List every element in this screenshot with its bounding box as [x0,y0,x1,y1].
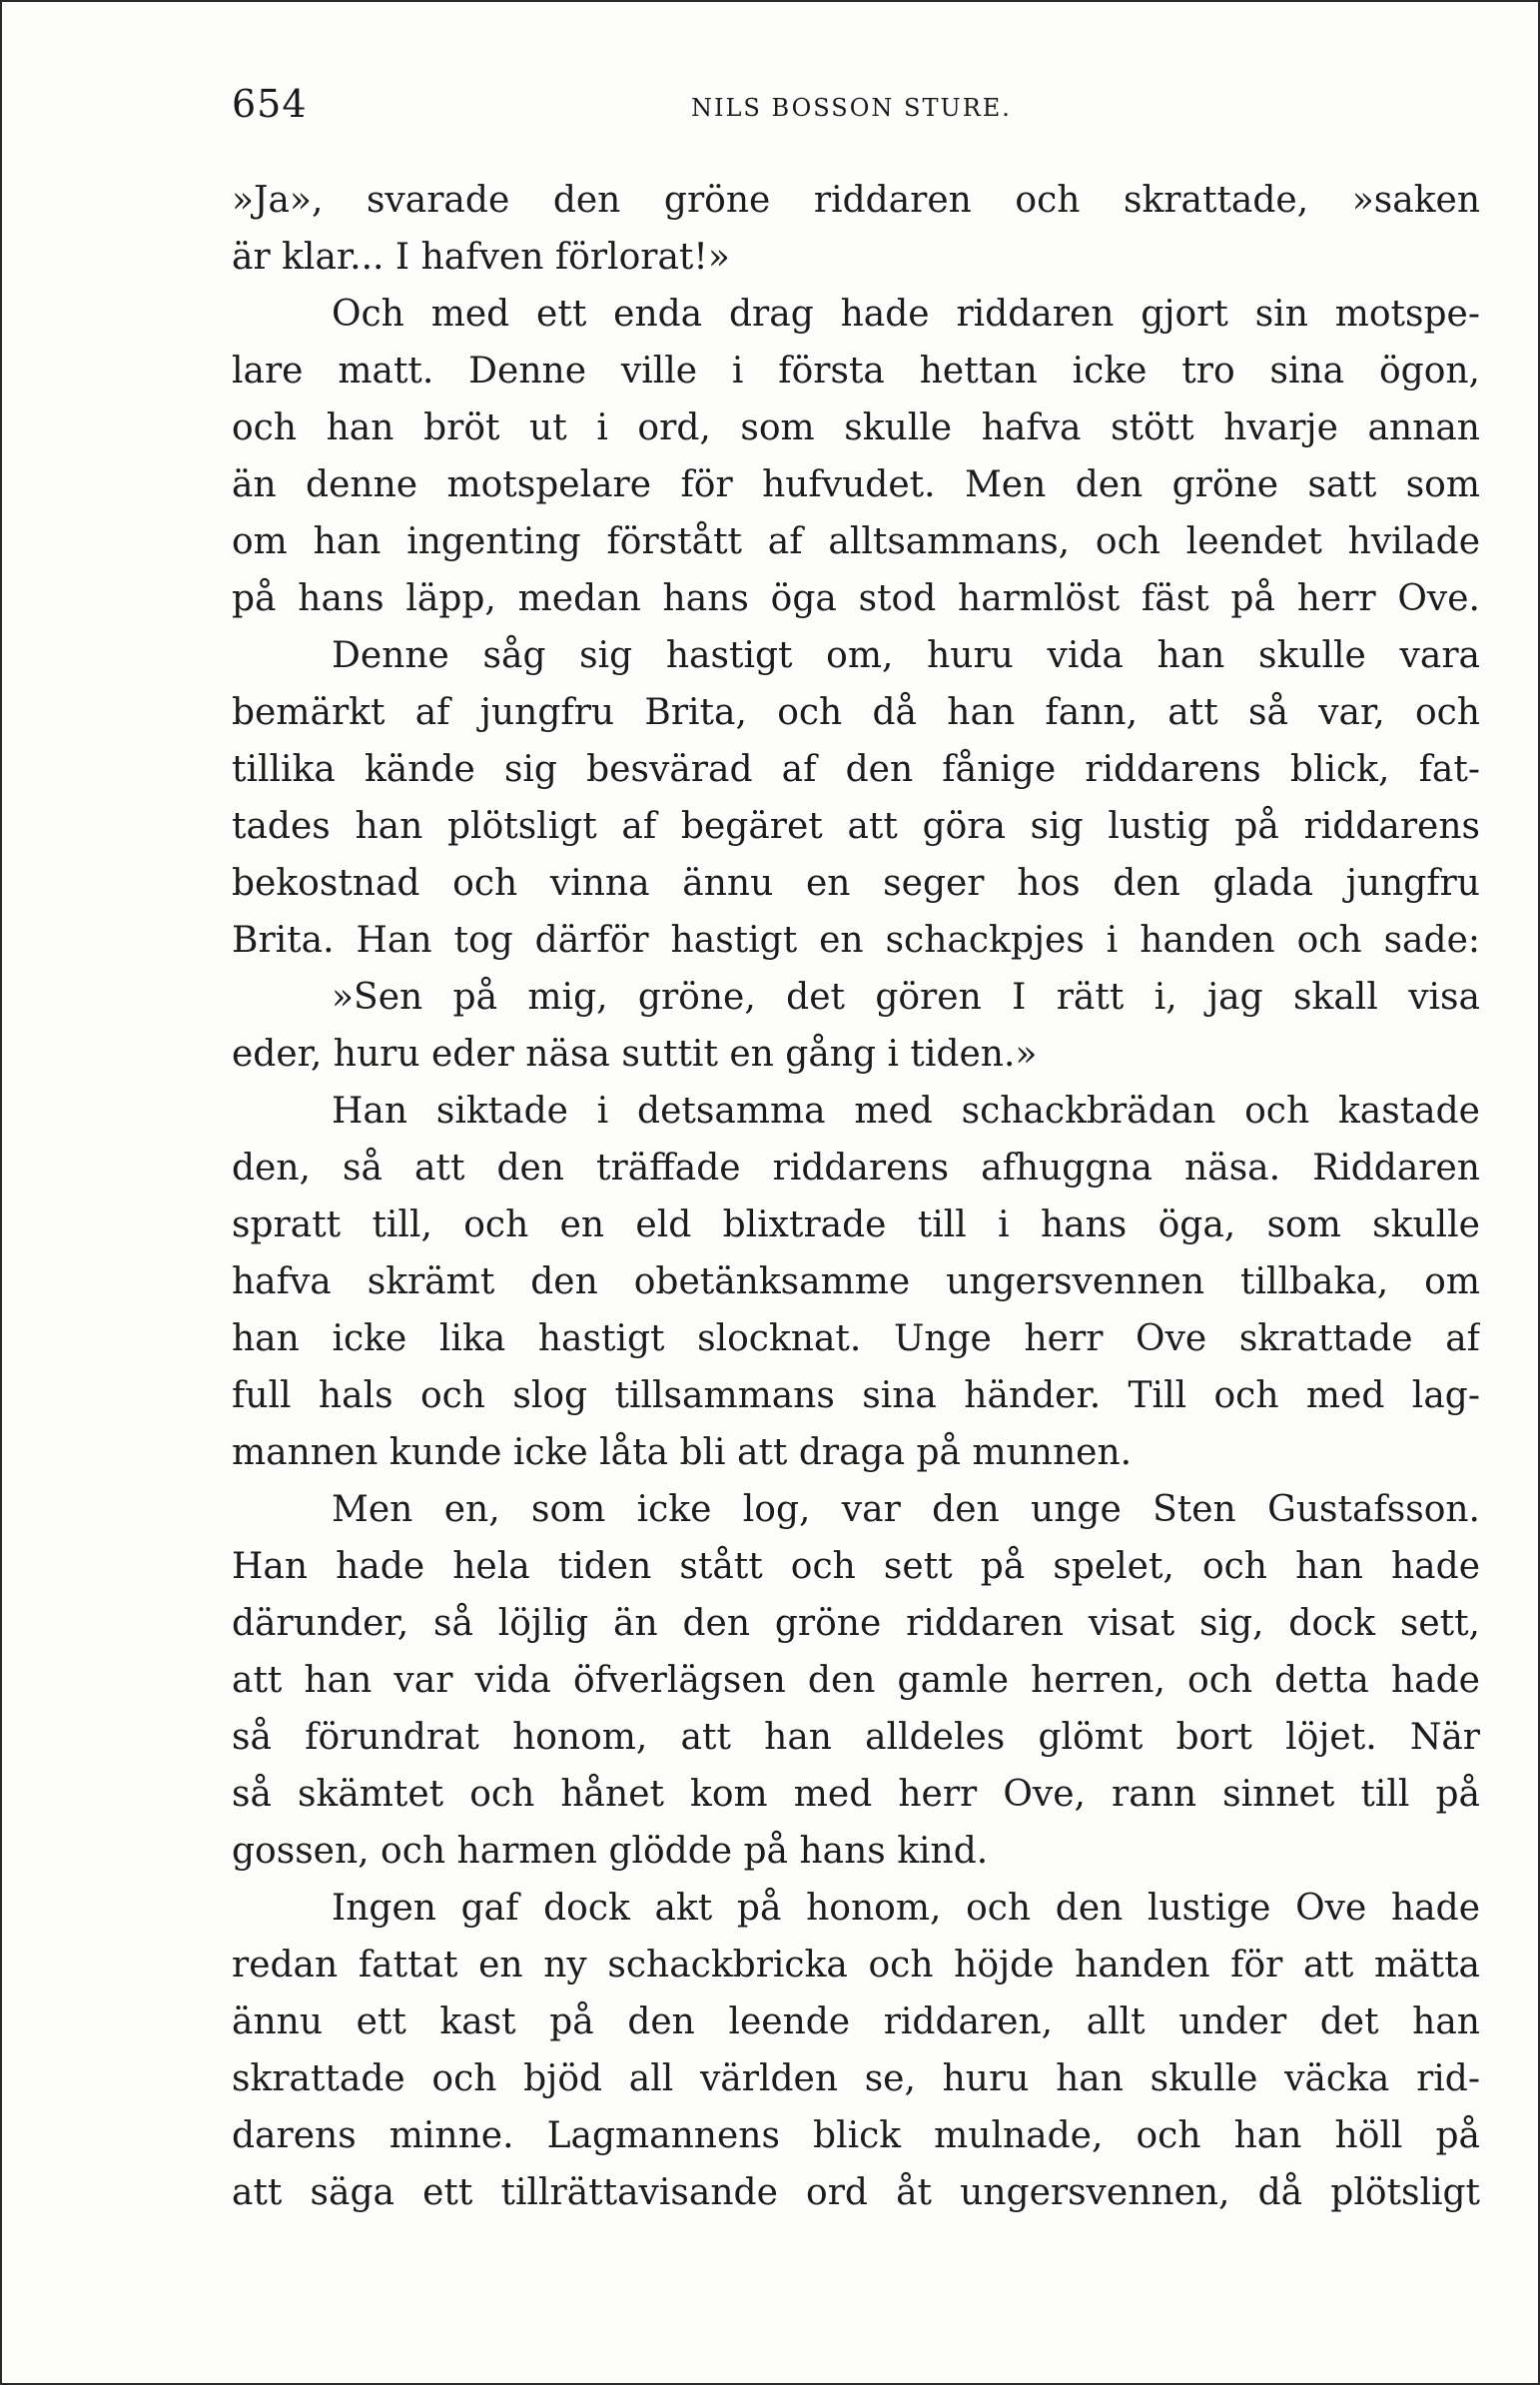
text-line: på hans läpp, medan hans öga stod harmlöst fäst på herr Ove. [232,578,1480,619]
text-line: spratt till, och en eld blixtrade till i hans öga, som skulle [232,1204,1480,1245]
text-line: därunder, så löjlig än den gröne riddaren visat sig, dock sett, [232,1603,1480,1644]
text-line: Och med ett enda drag hade riddaren gjort sin motspe- [332,294,1480,335]
text-line: Han hade hela tiden stått och sett på spelet, och han hade [232,1546,1480,1587]
text-line: Ingen gaf dock akt på honom, och den lustige Ove hade [332,1888,1480,1929]
text-line: Brita. Han tog därför hastigt en schackpjes i handen och sade: [232,920,1480,961]
text-line: »Ja», svarade den gröne riddaren och skrattade, »saken [232,180,1480,221]
text-line: »Sen på mig, gröne, det gören I rätt i, jag skall visa [332,977,1480,1018]
text-line: än denne motspelare för hufvudet. Men den gröne satt som [232,464,1480,505]
text-line: om han ingenting förstått af alltsammans, och leendet hvilade [232,521,1480,562]
text-line: så skämtet och hånet kom med herr Ove, rann sinnet till på [232,1774,1480,1815]
text-line: mannen kunde icke låta bli att draga på munnen. [232,1432,1133,1473]
text-line: bekostnad och vinna ännu en seger hos den glada jungfru [232,863,1480,904]
text-line: Han siktade i detsamma med schackbrädan och kastade [332,1091,1480,1132]
text-line: bemärkt af jungfru Brita, och då han fann, att så var, och [232,692,1480,733]
text-line: darens minne. Lagmannens blick mulnade, och han höll på [232,2115,1480,2156]
text-line: att säga ett tillrättavisande ord åt ungersvennen, då plötsligt [232,2172,1480,2213]
text-line: är klar... I hafven förlorat!» [232,237,730,278]
running-head: NILS BOSSON STURE. [691,94,1012,122]
text-line: Denne såg sig hastigt om, huru vida han skulle vara [332,635,1480,676]
text-line: skrattade och bjöd all världen se, huru han skulle väcka rid- [232,2058,1480,2099]
text-line: tades han plötsligt af begäret att göra sig lustig på riddarens [232,806,1480,847]
text-line: ännu ett kast på den leende riddaren, allt under det han [232,2001,1480,2042]
text-line: han icke lika hastigt slocknat. Unge herr Ove skrattade af [232,1318,1480,1359]
text-line: redan fattat en ny schackbricka och höjde handen för att mätta [232,1945,1480,1986]
body-text [232,172,1480,2221]
page-header [232,82,1480,142]
text-line: gossen, och harmen glödde på hans kind. [232,1831,989,1872]
text-line: full hals och slog tillsammans sina händer. Till och med lag- [232,1375,1480,1416]
text-line: och han bröt ut i ord, som skulle hafva stött hvarje annan [232,407,1480,448]
text-line: den, så att den träffade riddarens afhuggna näsa. Riddaren [232,1148,1480,1189]
text-line: lare matt. Denne ville i första hettan icke tro sina ögon, [232,351,1480,392]
page-number: 654 [232,82,308,126]
text-line: eder, huru eder näsa suttit en gång i tiden.» [232,1034,1038,1075]
text-line: att han var vida öfverlägsen den gamle herren, och detta hade [232,1660,1480,1701]
text-line: Men en, som icke log, var den unge Sten Gustafsson. [332,1489,1480,1530]
text-line: hafva skrämt den obetänksamme ungersvennen tillbaka, om [232,1261,1480,1302]
text-line: så förundrat honom, att han alldeles glömt bort löjet. När [232,1717,1480,1758]
text-line: tillika kände sig besvärad af den fånige riddarens blick, fat- [232,749,1480,790]
